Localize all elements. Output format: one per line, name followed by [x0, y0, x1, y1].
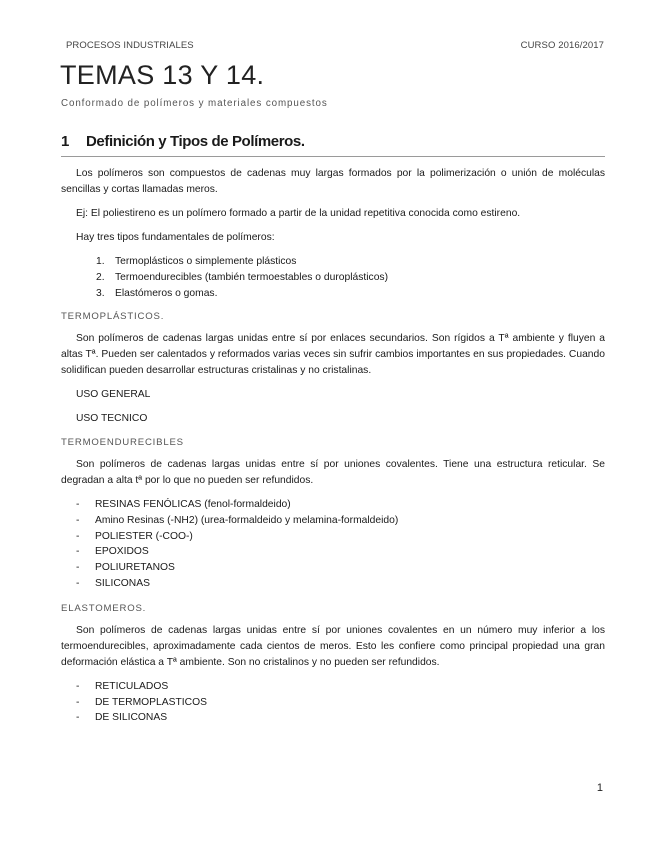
uso-general: USO GENERAL: [76, 389, 151, 400]
list-item: [61, 695, 605, 711]
page-number: 1: [596, 782, 603, 794]
intro-paragraph-1: Los polímeros son compuestos de cadenas muy largas formados por la polimerización o unión de moléculas sencillas y cortas llamadas meros.: [61, 168, 605, 195]
bullet-dash: -: [76, 530, 80, 542]
bullet-dash: -: [76, 514, 80, 526]
document-body: [61, 166, 605, 735]
termoendurecibles-list: [61, 497, 605, 592]
elastomeros-list: [61, 679, 605, 726]
list-text: POLIESTER (-COO-): [95, 530, 193, 542]
bullet-dash: -: [76, 712, 80, 724]
elastomeros-paragraph: Son polímeros de cadenas largas unidas entre sí por uniones covalentes en un número muy inferior a los termoendurecibles, aproximadamente cada cientos de meros. Esto les confiere como principal propiedad una gran deformación elástica a Tª ambiente. Son no cristalinos y no pueden ser refundidos.: [61, 624, 605, 668]
list-item: [61, 529, 605, 545]
running-header-left: PROCESOS INDUSTRIALES: [66, 40, 194, 51]
list-text: Termoplásticos o simplemente plásticos: [115, 256, 297, 267]
polymer-types-list: [61, 254, 605, 302]
document-subtitle: Conformado de polímeros y materiales compuestos: [61, 98, 328, 109]
bullet-dash: -: [76, 562, 80, 574]
intro-paragraph-2: Ej: El poliestireno es un polímero formado a partir de la unidad repetitiva conocida como estireno.: [76, 208, 521, 219]
list-number: 2.: [96, 272, 105, 283]
list-text: SILICONAS: [95, 577, 150, 589]
subheading-termoplasticos: TERMOPLÁSTICOS.: [61, 311, 165, 322]
list-text: POLIURETANOS: [95, 562, 175, 574]
list-item: [61, 576, 605, 592]
list-text: RESINAS FENÓLICAS (fenol-formaldeido): [95, 499, 291, 510]
list-text: EPOXIDOS: [95, 546, 149, 558]
list-text: Termoendurecibles (también termoestables o duroplásticos): [115, 272, 388, 283]
section-heading: [61, 133, 605, 157]
bullet-dash: -: [76, 499, 80, 510]
list-item: [61, 710, 605, 726]
list-text: RETICULADOS: [95, 680, 169, 692]
list-item: [61, 286, 605, 302]
bullet-dash: -: [76, 546, 80, 558]
list-text: DE SILICONAS: [95, 712, 168, 724]
list-item: [61, 679, 605, 695]
list-number: 3.: [96, 288, 105, 299]
running-header-right: CURSO 2016/2017: [520, 40, 604, 51]
intro-paragraph-3: Hay tres tipos fundamentales de polímeros:: [76, 232, 275, 243]
list-number: 1.: [96, 256, 105, 267]
uso-tecnico: USO TECNICO: [76, 413, 148, 424]
list-text: DE TERMOPLASTICOS: [95, 696, 207, 708]
subheading-termoendurecibles: TERMOENDURECIBLES: [61, 437, 184, 448]
termoendurecibles-paragraph: Son polímeros de cadenas largas unidas entre sí por uniones covalentes. Tiene una estructura reticular. Se degradan a alta tª por lo que no pueden ser refundidos.: [61, 459, 605, 486]
list-item: [61, 254, 605, 270]
bullet-dash: -: [76, 680, 80, 692]
bullet-dash: -: [76, 577, 80, 589]
termoplasticos-paragraph: Son polímeros de cadenas largas unidas entre sí por enlaces secundarios. Son rígidos a Tª ambiente y fluyen a altas Tª. Pueden ser calentados y reformados varias veces sin sufrir cambios importantes en sus propiedades. Cuando solidifican pueden desarrollar estructuras cristalinas y no cristalinas.: [61, 333, 605, 376]
section-number: 1: [61, 133, 70, 150]
section-title: Definición y Tipos de Polímeros.: [86, 133, 305, 150]
list-item: [61, 560, 605, 576]
list-text: Amino Resinas (-NH2) (urea-formaldeido y melamina-formaldeido): [95, 514, 399, 526]
list-item: [61, 544, 605, 560]
subheading-elastomeros: ELASTOMEROS.: [61, 602, 147, 614]
list-item: [61, 513, 605, 529]
document-title: TEMAS 13 Y 14.: [60, 60, 265, 90]
bullet-dash: -: [76, 696, 80, 708]
list-item: [61, 270, 605, 286]
list-text: Elastómeros o gomas.: [115, 288, 218, 299]
list-item: [61, 497, 605, 513]
